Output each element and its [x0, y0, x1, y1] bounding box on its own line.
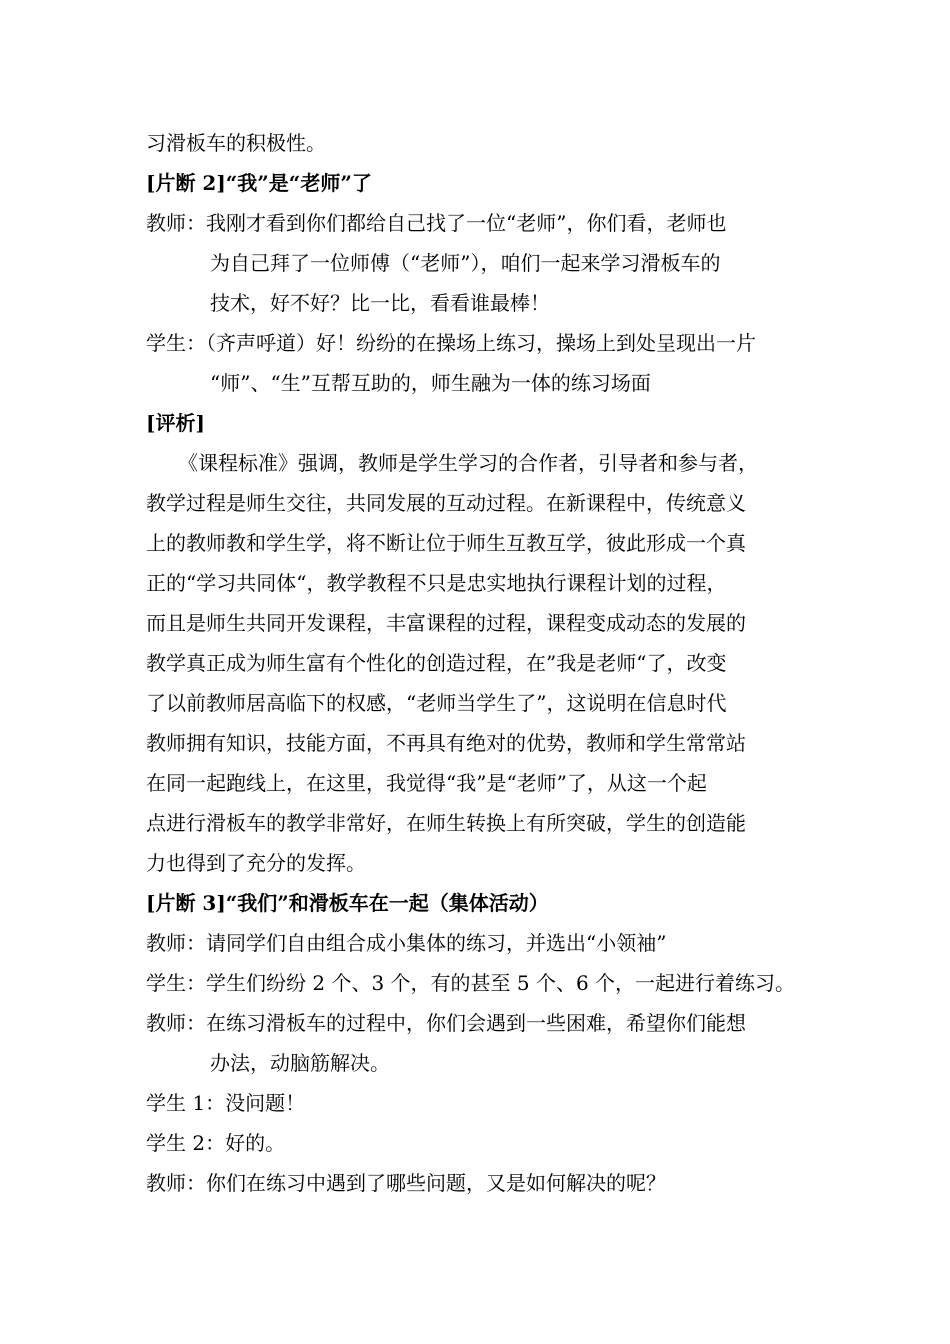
paragraph-line: 了以前教师居高临下的权感，“老师当学生了”，这说明在信息时代: [146, 691, 727, 715]
dialogue-line: 学生 1：没问题！: [146, 1091, 306, 1115]
dialogue-continuation: “师”、“生”互帮互助的，师生融为一体的练习场面: [210, 371, 651, 395]
dialogue-line: 教师：你们在练习中遇到了哪些问题，又是如何解决的呢？: [146, 1171, 666, 1195]
paragraph-line: 上的教师教和学生学，将不断让位于师生互教互学，彼此形成一个真: [146, 531, 746, 555]
dialogue-line: 教师：我刚才看到你们都给自己找了一位“老师”，你们看，老师也: [146, 211, 727, 235]
paragraph-line: 教学真正成为师生富有个性化的创造过程，在”我是老师“了，改变: [146, 651, 727, 675]
paragraph-line: 正的“学习共同体“，教学教程不只是忠实地执行课程计划的过程，: [146, 571, 727, 595]
paragraph-line: 在同一起跑线上，在这里，我觉得“我”是“老师”了，从这一个起: [146, 771, 707, 795]
dialogue-continuation: 技术，好不好？比一比，看看谁最棒！: [210, 291, 550, 315]
dialogue-line: 学生：学生们纷纷 2 个、3 个，有的甚至 5 个、6 个，一起进行着练习。: [146, 971, 796, 995]
section-heading-fragment-3: [片断 3]“我们”和滑板车在一起（集体活动）: [146, 891, 549, 915]
paragraph-line: 点进行滑板车的教学非常好，在师生转换上有所突破，学生的创造能: [146, 811, 746, 835]
dialogue-continuation: 为自己拜了一位师傅（“老师”），咱们一起来学习滑板车的: [210, 251, 721, 275]
dialogue-line: 学生 2：好的。: [146, 1131, 286, 1155]
section-heading-fragment-2: [片断 2]“我”是“老师”了: [146, 171, 372, 195]
paragraph-line: 教师拥有知识，技能方面，不再具有绝对的优势，教师和学生常常站: [146, 731, 746, 755]
dialogue-line: 教师：请同学们自由组合成小集体的练习，并选出“小领袖”: [146, 931, 667, 955]
section-heading-analysis: [评析]: [146, 411, 205, 435]
paragraph-line: 教学过程是师生交往，共同发展的互动过程。在新课程中，传统意义: [146, 491, 746, 515]
paragraph-line: 《课程标准》强调，教师是学生学习的合作者，引导者和参与者，: [178, 451, 758, 475]
dialogue-continuation: 办法，动脑筋解决。: [210, 1051, 390, 1075]
paragraph-line: 习滑板车的积极性。: [146, 131, 326, 155]
dialogue-line: 学生：（齐声呼道）好！纷纷的在操场上练习，操场上到处呈现出一片: [146, 331, 756, 355]
paragraph-line: 而且是师生共同开发课程，丰富课程的过程，课程变成动态的发展的: [146, 611, 746, 635]
paragraph-line: 力也得到了充分的发挥。: [146, 851, 366, 875]
dialogue-line: 教师：在练习滑板车的过程中，你们会遇到一些困难，希望你们能想: [146, 1011, 746, 1035]
